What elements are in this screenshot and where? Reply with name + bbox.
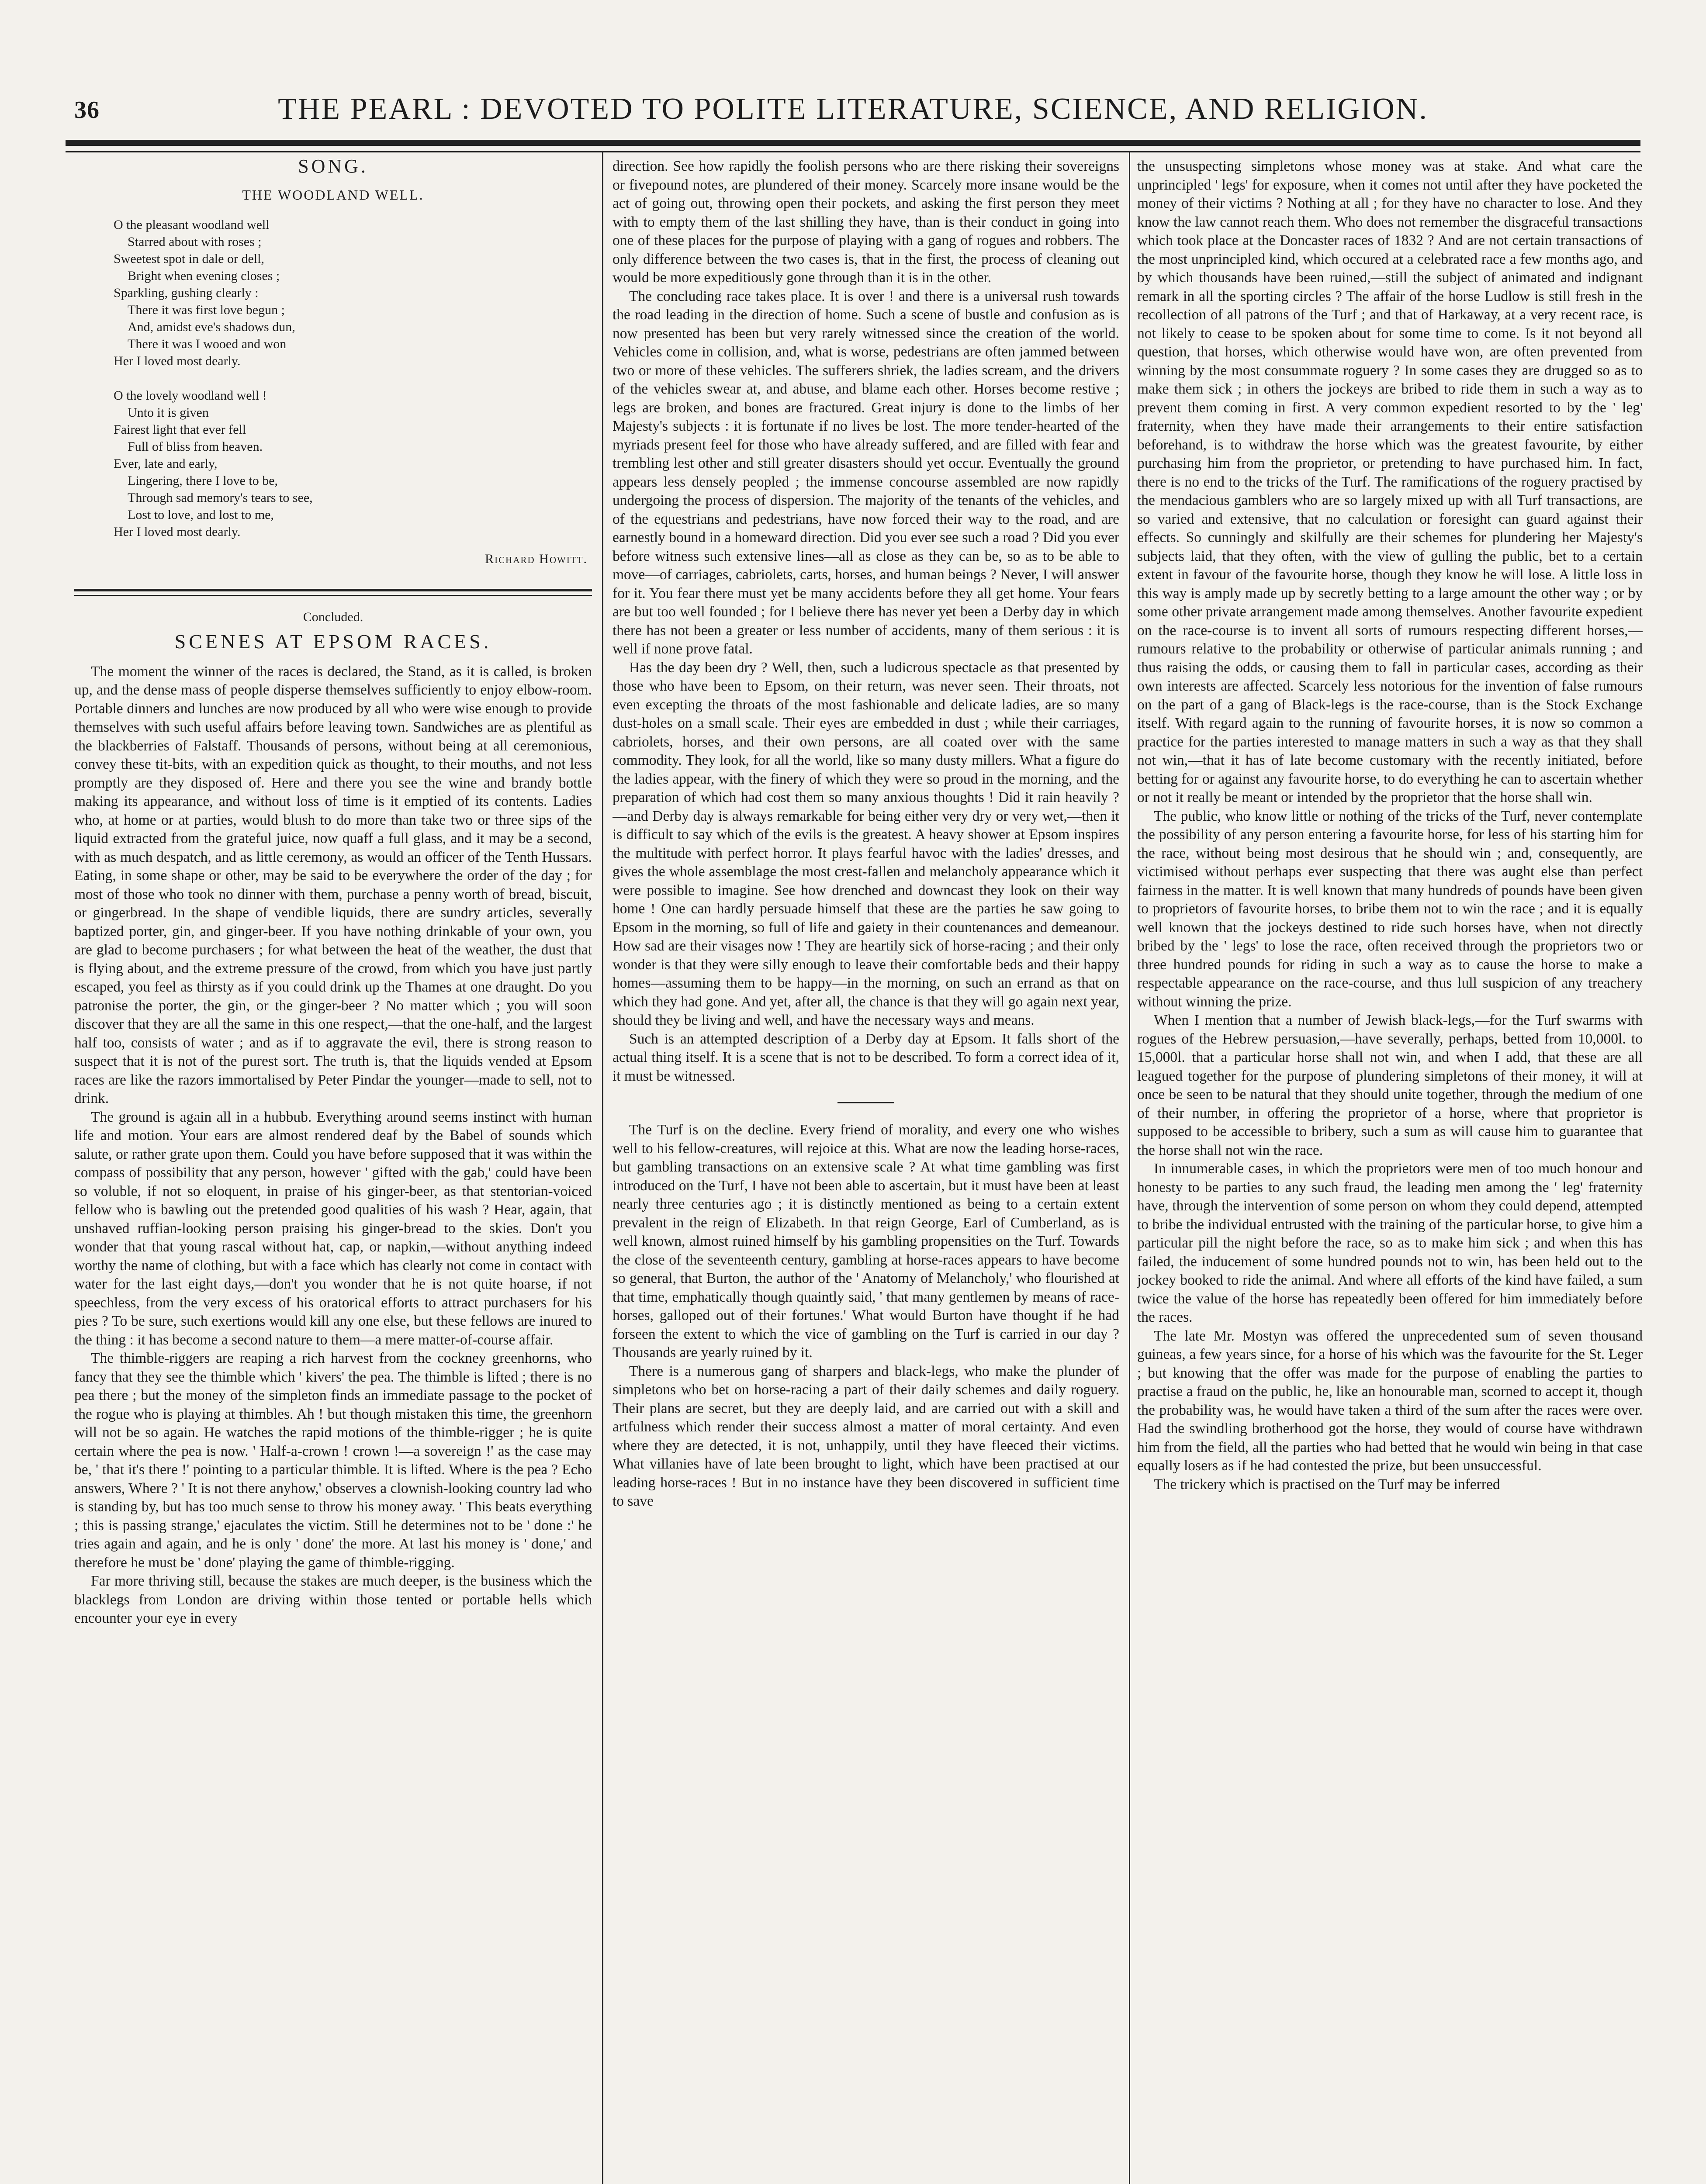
section-separator: [837, 1102, 894, 1103]
poem-line: Her I loved most dearly.: [114, 354, 241, 368]
poem-line: There it was I wooed and won: [128, 337, 287, 351]
section-rule-thick: [74, 589, 592, 591]
paragraph: direction. See how rapidly the foolish persons who are there risking their sovereigns or fivepound notes, are plundered of their money. Scarcely more insane would be the act of going out, throwing open their pockets, and asking the first person they meet with to empty them of the last shilling they have, than is their conduct in going into one of these places for the purpose of playing with a gang of rogues and robbers. The only difference between the two cases is, that in the first, the process of cleaning out would be more expeditiously gone through than it is in the other.: [612, 158, 1119, 286]
poem-line: Ever, late and early,: [114, 456, 218, 471]
article-title: SCENES AT EPSOM RACES.: [174, 630, 492, 653]
paragraph: Has the day been dry ? Well, then, such a ludicrous spectacle as that presented by those who have been to Epsom, on their return, was never seen. Their throats, not even excepting the throats of the most fashionable and delicate ladies, are so many dust-holes on a small scale. Their eyes are embedded in dust ; while their carriages, cabriolets, horses, and their own persons, are all coated over with the same commodity. They look, for all the world, like so many dusty millers. What a figure do the ladies appear, with the finery of which they were so proud in the morning, and the preparation of which had cost them so many anxious thoughts ! Did it rain heavily ?—and Derby day is always remarkable for being either very dry or very wet,—then it is difficult to say which of the evils is the greatest. A heavy shower at Epsom inspires the multitude with perfect horror. It plays fearful havoc with the ladies' dresses, and gives the whole assemblage the most crest-fallen and melancholy appearance which it were possible to imagine. See how drenched and downcast they look on their way home ! One can hardly persuade himself that these are the parties he saw going to Epsom in the morning, so full of life and gaiety in their countenances and demeanour. How sad are their visages now ! They are heartily sick of horse-racing ; and their only wonder is that they were silly enough to leave their comfortable beds and their happy homes—assuming them to be happy—in the morning, on such an errand as that on which they had gone. And yet, after all, the chance is that they will go again next year, should they be living and well, and have the necessary ways and means.: [612, 659, 1119, 1028]
paragraph: Far more thriving still, because the stakes are much deeper, is the business which the blacklegs from London are driving within those tented or portable hells which encounter your eye in every: [74, 1573, 592, 1626]
poem-author: Richard Howitt.: [485, 552, 588, 566]
paragraph: The late Mr. Mostyn was offered the unprecedented sum of seven thousand guineas, a few years since, for a horse of his which was the favourite for the St. Leger ; but knowing that the offer was made for the purpose of enabling the parties to practise a fraud on the public, he, like an honourable man, scorned to accept it, though the probability was, he would have taken a third of the sum after the races were over. Had the swindling brotherhood got the horse, they would of course have withdrawn him from the field, all the parties who had betted that he would win being in that case equally losers as if he had contested the prize, but been unsuccessful.: [1137, 1327, 1643, 1474]
column-2: [612, 157, 1119, 2184]
stanza-gap: [114, 370, 592, 387]
poem-line: O the pleasant woodland well: [114, 218, 270, 232]
poem-line: Bright when evening closes ;: [128, 269, 280, 283]
poem-title: SONG.: [298, 157, 368, 177]
header-rule-thick: [66, 140, 1640, 146]
paragraph: The thimble-riggers are reaping a rich harvest from the cockney greenhorns, who fancy that they see the thimble which ' kivers' the pea. The thimble is lifted ; there is no pea there ; but the money of the simpleton finds an immediate passage to the pocket of the rogue who is playing at thimbles. Ah ! but though mistaken this time, the greenhorn will not be so again. He watches the rapid motions of the thimble-rigger ; he is quite certain where the pea is now. ' Half-a-crown ! crown !—a sovereign !' as the case may be, ' that it's there !' pointing to a particular thimble. It is lifted. Where is the pea ? Echo answers, Where ? ' It is not there anyhow,' observes a clownish-looking country lad who is standing by, but has too much sense to throw his money away. ' This beats everything ; this is passing strange,' ejaculates the victim. Still he determines not to be ' done :' he tries again and again, and he is only ' done' the more. At last his money is ' done,' and therefore he must be ' done' playing the game of thimble-rigging.: [74, 1350, 592, 1571]
column-divider-1: [602, 151, 603, 2184]
paragraph: In innumerable cases, in which the proprietors were men of too much honour and honesty to be parties to any such fraud, the leading men among the ' leg' fraternity have, through the intervention of some person on whom they could depend, attempted to bribe the individual entrusted with the training of the particular horse, to give him a particular pill the night before the race, so as to make him sick ; and when this has failed, the inducement of some hundred pounds not to win, has been held out to the jockey booked to ride the animal. And where all efforts of the kind have failed, a sum twice the value of the horse has repeatedly been offered for him immediately before the races.: [1137, 1161, 1643, 1325]
concluded-label: Concluded.: [303, 609, 363, 624]
poem-line: And, amidst eve's shadows dun,: [128, 320, 295, 334]
poem-line: Unto it is given: [128, 405, 209, 420]
section-rule-thin: [74, 595, 592, 596]
paragraph: When I mention that a number of Jewish black-legs,—for the Turf swarms with rogues of the Hebrew persuasion,—have severally, perhaps, betted from 10,000l. to 15,000l. that a particular horse shall not win, and when I add, that these are all leagued together for the purpose of plundering simpletons of their money, it will at once be seen to be natural that they should unite together, through the medium of one of their number, in offering the proprietor of a horse, where that proprietor is supposed to be accessible to bribery, such a sum as will cause him to guarantee that the horse shall not win the race.: [1137, 1012, 1643, 1158]
paragraph: The concluding race takes place. It is over ! and there is a universal rush towards the road leading in the direction of home. Such a scene of bustle and confusion as is now presented has been but very rarely witnessed since the creation of the world. Vehicles come in collision, and, what is worse, pedestrians are often jammed between two or more of these vehicles. The sufferers shriek, the ladies scream, and the drivers of the vehicles swear at, and abuse, and blame each other. Horses become restive ; legs are broken, and bones are fractured. Great injury is done to the limbs of her Majesty's subjects : it is fortunate if no lives be lost. The more tender-hearted of the myriads present feel for those who have already suffered, and are filled with fear and trembling lest other and still greater disasters should yet occur. Eventually the ground appears less densely peopled ; the immense concourse assembled are now rapidly undergoing the process of dispersion. The majority of the tenants of the vehicles, and of the equestrians and pedestrians, have now forced their way to the road, and are earnestly bound in a homeward direction. Did you ever see such a road ? Did you ever before witness such extensive lines—all as close as they can be, so as to be able to move—of carriages, cabriolets, carts, horses, and human beings ? Never, I will answer for it. You fear there must yet be many accidents before they all get home. Your fears are but too well founded ; for I believe there has never yet been a Derby day in which there has not been a greater or less number of accidents, many of them serious : it is well if none prove fatal.: [612, 288, 1119, 657]
poem-line: Full of bliss from heaven.: [128, 439, 263, 454]
poem-line: Her I loved most dearly.: [114, 525, 241, 539]
column-1: [74, 157, 592, 2184]
poem-line: There it was first love begun ;: [128, 303, 285, 317]
page-header: [66, 83, 1640, 135]
poem-line: Lingering, there I love to be,: [128, 473, 278, 488]
paragraph: There is a numerous gang of sharpers and black-legs, who make the plunder of simpletons who bet on horse-racing a part of their daily schemes and daily roguery. Their plans are secret, but they are deeply laid, and are carried out with a skill and artfulness which render their success almost a matter of moral certainty. And even where they are detected, it is not, unhappily, until they have fleeced their victims. What villanies have of late been brought to light, which have been practised at our leading horse-races ! But in no instance have they been discovered in sufficient time to save: [612, 1363, 1119, 1509]
paragraph: The public, who know little or nothing of the tricks of the Turf, never contemplate the possibility of any person entering a favourite horse, for less of his starting him for the race, without being most desirous that he should win ; and, consequently, are victimised without perhaps ever suspecting that there was aught else than perfect fairness in the matter. It is well known that many hundreds of pounds have been given to proprietors of favourite horses, to bribe them not to win the race ; and it is equally well known that the jockeys destined to ride such horses have, when not directly bribed by the ' legs' to lose the race, often received through the proprietors two or three hundred pounds for riding in such a way as to cause the horse to make a respectable appearance on the race-course, and thus lull suspicion of any treachery without winning the prize.: [1137, 808, 1643, 1010]
poem-line: Sparkling, gushing clearly :: [114, 286, 259, 300]
page-number: 36: [74, 97, 100, 124]
running-head: THE PEARL : DEVOTED TO POLITE LITERATURE, SCIENCE, AND RELIGION.: [278, 92, 1428, 126]
poem-subtitle: THE WOODLAND WELL.: [242, 187, 424, 203]
paragraph: The Turf is on the decline. Every friend of morality, and every one who wishes well to his fellow-creatures, will rejoice at this. What are now the leading horse-races, but gambling transactions on an extensive scale ? At what time gambling was first introduced on the Turf, I have not been able to ascertain, but it must have been at least nearly three centuries ago ; it is distinctly mentioned as being to a certain extent prevalent in the reign of Elizabeth. In that reign George, Earl of Cumberland, as is well known, almost ruined himself by his gambling propensities on the Turf. Towards the close of the seventeenth century, gambling at horse-races appears to have become so general, that Burton, the author of the ' Anatomy of Melancholy,' who flourished at that time, emphatically though quaintly said, ' that many gentlemen by means of race-horses, galloped out of their fortunes.' What would Burton have thought if he had forseen the extent to which the vice of gambling on the Turf is carried in our day ? Thousands are yearly ruined by it.: [612, 1122, 1119, 1361]
poem-line: Lost to love, and lost to me,: [128, 508, 274, 522]
paragraph: The trickery which is practised on the Turf may be inferred: [1154, 1476, 1500, 1493]
poem-line: O the lovely woodland well !: [114, 388, 267, 403]
header-rule-thin: [66, 151, 1640, 152]
paragraph: The moment the winner of the races is declared, the Stand, as it is called, is broken up, and the dense mass of people disperse themselves sufficiently to enjoy elbow-room. Portable dinners and lunches are now produced by all who were wise enough to provide themselves with such useful affairs before leaving town. Sandwiches are as plentiful as the blackberries of Falstaff. Thousands of persons, without being at all ceremonious, convey these tit-bits, with an expedition quick as thought, to their mouths, and not less promptly are they disposed of. Here and there you see the wine and brandy bottle making its appearance, and without loss of time is it emptied of its contents. Ladies who, at home or at parties, would blush to do more than take two or three sips of the liquid extracted from the grateful juice, now quaff a full glass, and it may be a second, with as much despatch, and as little ceremony, as would an officer of the Tenth Hussars. Eating, in some shape or other, may be said to be everywhere the order of the day ; for most of those who took no dinner with them, purchase a penny worth of bread, biscuit, or gingerbread. In the shape of vendible liquids, there are sundry articles, severally baptized porter, gin, and ginger-beer. If you have nothing drinkable of your own, you are glad to become purchasers ; for what between the heat of the weather, the dust that is flying about, and the extreme pressure of the crowd, from which you have just partly escaped, you feel as thirsty as if you could drink up the Thames at one draught. Do you patronise the porter, the gin, or the ginger-beer ? No matter which ; you will soon discover that they are all the same in this one respect,—that the one-half, and the largest half too, consists of water ; and as if to aggravate the evil, there is strong reason to suspect that it is not of the purest sort. The truth is, that the liquids vended at Epsom races are like the razors immortalised by Peter Pindar the younger—made to sell, not to drink.: [74, 663, 592, 1106]
column-divider-2: [1129, 151, 1130, 2184]
poem-line: Starred about with roses ;: [128, 235, 262, 249]
paragraph: the unsuspecting simpletons whose money was at stake. And what care the unprincipled ' legs' for exposure, when it comes not until after they have pocketed the money of their victims ? Nothing at all ; for they have no character to lose. And they know the law cannot reach them. Who does not remember the disgraceful transactions which took place at the Doncaster races of 1832 ? And are not certain transactions of the most unprincipled kind, which occured at a celebrated race a few months ago, and by which thousands have been ruined,—still the subject of animated and indignant remark in all the sporting circles ? The affair of the horse Ludlow is still fresh in the recollection of all patrons of the Turf ; and that of Harkaway, at a very recent race, is not likely to cease to be spoken about for some time to come. Is it not beyond all question, that horses, which otherwise would have won, are often prevented from winning by the most consummate roguery ? In some cases they are drugged so as to make them sick ; in others the jockeys are bribed to ride them in such a way as to prevent them coming in first. A very common expedient resorted to by the ' leg' fraternity, when they have made their arrangements to their entire satisfaction beforehand, is to withdraw the horse which was the greatest favourite, by either purchasing him from the proprietor, or pretending to have purchased him. In fact, there is no end to the tricks of the Turf. The ramifications of the roguery practised by the mendacious gamblers who are so largely mixed up with all Turf transactions, are so varied and extensive, that no calculation or foresight can guard against their effects. So cunningly and skilfully are their schemes for plundering her Majesty's subjects laid, that they often, with the view of gulling the public, bet to a certain extent in favour of the favourite horse, though they know he will lose. A little loss in this way is amply made up by secretly betting to a large amount the other way ; or by some other private arrangement made among themselves. Another favourite expedient on the race-course is to invent all sorts of rumours respecting different horses,—rumours relative to the probability or otherwise of particular animals running ; and thus raising the odds, or causing them to fall in particular cases, according as their own interests are affected. Scarcely less notorious for the invention of false rumours on the part of a gang of Black-legs is the race-course, than is the Stock Exchange itself. With regard again to the running of favourite horses, it is now so common a practice for the parties interested to manage matters in such a way as that they shall not win,—that it has of late become customary with the recently initiated, before betting for or against any favourite horse, to do everything he can to ascertain whether or not it really be meant or intended by the proprietor that the horse shall win.: [1137, 158, 1643, 805]
poem-line: Fairest light that ever fell: [114, 422, 246, 437]
paragraph: The ground is again all in a hubbub. Everything around seems instinct with human life and motion. Your ears are almost rendered deaf by the Babel of sounds which salute, or rather grate upon them. Could you have before supposed that it was within the compass of possibility that any person, however ' gifted with the gab,' could have been so voluble, if not so eloquent, in praise of his ginger-beer, as that stentorian-voiced fellow who is bawling out the pretended good qualities of his wash ? Hear, again, that unshaved ruffian-looking person praising his ginger-bread to the skies. Don't you wonder that that young rascal without hat, cap, or napkin,—without anything indeed worthy the name of clothing, but with a face which has clearly not come in contact with water for the last eight days,—don't you wonder that he is not quite hoarse, if not speechless, from the very excess of his oratorical efforts to attract purchasers for his pies ? To be sure, such exertions would kill any one else, but these fellows are inured to the thing : it has become a second nature to them—a mere matter-of-course affair.: [74, 1109, 592, 1348]
column-3: [1137, 157, 1643, 2184]
poem-line: Sweetest spot in dale or dell,: [114, 252, 264, 266]
poem-body: [74, 216, 592, 540]
poem-line: Through sad memory's tears to see,: [128, 491, 313, 505]
paragraph: Such is an attempted description of a Derby day at Epsom. It falls short of the actual thing itself. It is a scene that is not to be described. To form a correct idea of it, it must be witnessed.: [612, 1030, 1119, 1084]
